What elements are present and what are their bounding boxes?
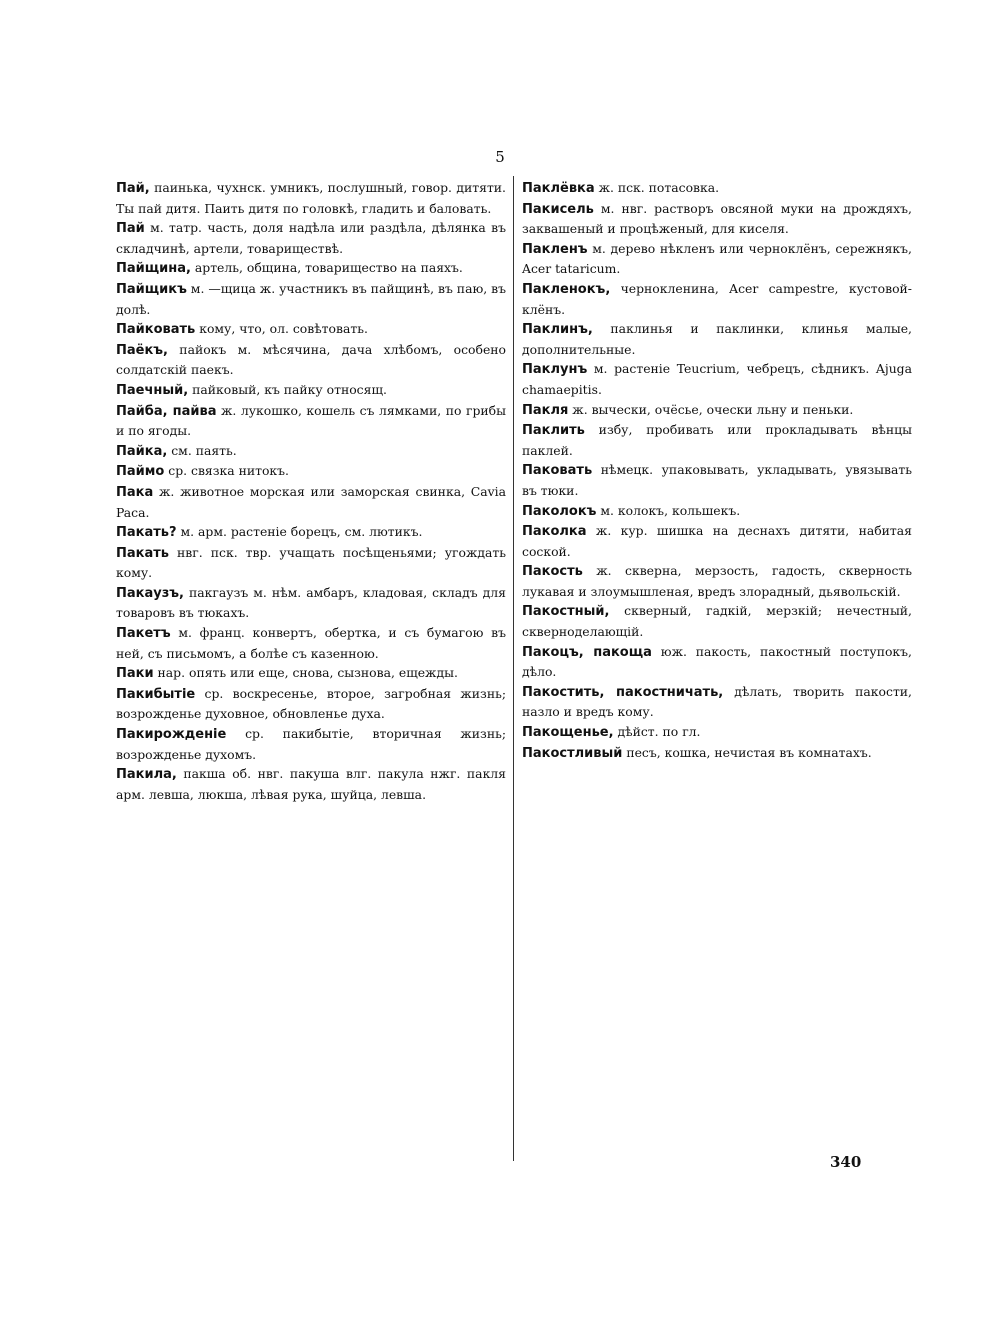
dictionary-entry [116, 583, 506, 623]
entry-headword: Паймо [116, 464, 165, 480]
dictionary-entry [522, 743, 912, 764]
entry-text: ср. воскресенье, второе, загробная жизнь; возрожденье духовное, обновленье духа. [116, 685, 506, 722]
dictionary-entry [522, 682, 912, 722]
entry-text: юж. пакость, пакостный поступокъ, дѣло. [522, 643, 912, 680]
dictionary-entry [522, 359, 912, 399]
dictionary-entry [116, 684, 506, 724]
dictionary-entry [116, 319, 506, 340]
entry-headword: Паёкъ, [116, 342, 168, 358]
entry-headword: Пака [116, 484, 154, 500]
dictionary-entry [116, 764, 506, 804]
entry-headword: Паклёвка [522, 181, 595, 196]
dictionary-entry [116, 279, 506, 319]
entry-headword: Паклить [522, 423, 585, 439]
entry-headword: Пакать [116, 545, 170, 561]
entry-text: дѣйст. по гл. [613, 724, 701, 740]
dictionary-entry [522, 178, 912, 199]
dictionary-entry [522, 460, 912, 500]
dictionary-entry [522, 601, 912, 641]
dictionary-entry [522, 722, 912, 743]
entry-headword: Пайка, [116, 443, 168, 459]
entry-text: ж. лукошко, кошель съ лямками, по грибы и по ягоды. [116, 402, 506, 439]
entry-headword: Пайковать [116, 322, 196, 338]
entry-headword: Пакоцъ, пакоща [522, 644, 652, 660]
entry-headword: Пакостливый [522, 745, 623, 761]
entry-headword: Пакленокъ, [522, 281, 611, 297]
entry-text: нѣмецк. упаковывать, укладывать, увязывать въ тюки. [522, 462, 912, 498]
entry-text: паинька, чухнск. умникъ, послушный, говор. дитяти. Ты пай дитя. Паить дитя по головкѣ, гладить и баловать. [116, 180, 506, 216]
dictionary-entry [116, 724, 506, 764]
entry-headword: Пайщина, [116, 261, 191, 277]
dictionary-entry [522, 642, 912, 682]
entry-headword: Пай, [116, 181, 150, 196]
entry-text: дѣлать, творить пакости, назло и вредъ кому. [522, 683, 912, 720]
entry-text: м. дерево нѣкленъ или черноклёнъ, сережнякъ, Acer tataricum. [522, 240, 912, 277]
entry-text: см. паять. [167, 442, 237, 458]
entry-headword: Паколокъ [522, 503, 597, 519]
dictionary-entry [116, 380, 506, 401]
left-column [116, 178, 506, 804]
entry-headword: Пакетъ [116, 626, 171, 642]
entry-headword: Паковать [522, 463, 593, 479]
entry-text: нар. опять или еще, снова, сызнова, ещежды. [153, 665, 458, 681]
entry-headword: Пакля [522, 402, 569, 418]
entry-headword: Пакостный, [522, 604, 610, 620]
column-divider [513, 176, 514, 1161]
entry-headword: Паклинъ, [522, 322, 593, 338]
entry-headword: Пакость [522, 564, 583, 580]
entry-text: м. франц. конвертъ, обертка, и съ бумагою въ ней, съ письмомъ, а болѣе съ казенною. [116, 625, 506, 661]
dictionary-entry [522, 400, 912, 421]
dictionary-entry [116, 663, 506, 684]
dictionary-entry [116, 258, 506, 279]
dictionary-entry [522, 420, 912, 460]
entry-headword: Пакирожденіе [116, 727, 227, 743]
entry-headword: Пакила, [116, 767, 177, 783]
entry-text: кому, что, ол. совѣтовать. [195, 321, 368, 337]
dictionary-entry [522, 319, 912, 359]
entry-text: артель, община, товарищество на паяхъ. [190, 260, 463, 276]
entry-text: пакша об. нвг. пакуша влг. пакула нжг. пакля арм. левша, люкша, лѣвая рука, шуйца, левша. [116, 766, 506, 802]
dictionary-entry [116, 522, 506, 543]
entry-text: скверный, гадкій, мерзкій; нечестный, скверноделающій. [522, 603, 912, 640]
dictionary-entry [522, 561, 912, 601]
entry-text: м. —щица ж. участникъ въ пайщинѣ, въ паю, въ долѣ. [116, 280, 506, 317]
dictionary-entry [522, 501, 912, 522]
entry-text: ср. связка нитокъ. [164, 463, 289, 479]
entry-text: нвг. пск. твр. учащать посѣщеньями; угождать кому. [116, 544, 506, 581]
entry-headword: Пакибытіе [116, 686, 196, 702]
entry-text: м. нвг. растворъ овсяной муки на дрождяхъ, заквашеный и процѣженый, для киселя. [522, 200, 912, 237]
dictionary-entry [116, 623, 506, 663]
entry-text: м. растеніе Teucrium, чебрецъ, сѣдникъ. Ajuga chamaepitis. [522, 361, 912, 397]
entry-headword: Пакисель [522, 201, 594, 217]
entry-text: паклинья и паклинки, клинья малые, дополнительные. [522, 321, 912, 357]
dictionary-entry [116, 178, 506, 218]
dictionary-entry [522, 521, 912, 561]
dictionary-entry [116, 482, 506, 522]
page-number: 5 [495, 148, 505, 166]
dictionary-entry [116, 401, 506, 441]
entry-headword: Паклунъ [522, 362, 588, 378]
entry-headword: Пакостить, пакостничать, [522, 684, 724, 700]
entry-headword: Пакощенье, [522, 725, 614, 741]
dictionary-entry [116, 340, 506, 380]
dictionary-entry [522, 199, 912, 239]
entry-text: песъ, кошка, нечистая въ комнатахъ. [622, 744, 872, 760]
entry-headword: Пакать? [116, 525, 177, 541]
entry-headword: Пакленъ [522, 241, 588, 257]
entry-text: ж. кур. шишка на деснахъ дитяти, набитая соской. [522, 523, 912, 559]
right-column [522, 178, 912, 763]
entry-text: ж. вычески, очёсье, очески льну и пеньки. [568, 401, 854, 417]
entry-text: ср. пакибытіе, вторичная жизнь; возрожденье духомъ. [116, 726, 506, 762]
dictionary-entry [116, 543, 506, 583]
entry-headword: Пакаузъ, [116, 585, 184, 601]
entry-text: чернокленина, Acer campestre, кустовой-клёнъ. [522, 280, 912, 317]
entry-text: м. колокъ, кольшекъ. [596, 502, 741, 518]
dictionary-entry [116, 218, 506, 258]
dictionary-entry [522, 239, 912, 279]
entry-headword: Паечный, [116, 382, 189, 398]
entry-headword: Пайба, пайва [116, 403, 217, 419]
dictionary-entry [116, 461, 506, 482]
entry-headword: Пайщикъ [116, 281, 187, 297]
entry-text: пайковый, къ пайку относящ. [188, 381, 387, 397]
entry-text: м. татр. часть, доля надѣла или раздѣла, дѣлянка въ складчинѣ, артели, товариществѣ. [116, 220, 506, 256]
entry-headword: Паколка [522, 524, 587, 540]
folio-number: 340 [830, 1153, 862, 1171]
entry-text: избу, пробивать или прокладывать вѣнцы паклей. [522, 422, 912, 458]
dictionary-entry [116, 441, 506, 462]
entry-text: ж. животное морская или заморская свинка, Cavia Paca. [116, 483, 506, 520]
dictionary-entry [522, 279, 912, 319]
entry-text: ж. скверна, мерзость, гадость, скверность лукавая и злоумышленая, вредъ злорадный, дьявольскій. [522, 563, 912, 599]
entry-text: пакгаузъ м. нѣм. амбаръ, кладовая, складъ для товаровъ въ тюкахъ. [116, 584, 506, 621]
entry-headword: Пай [116, 221, 145, 237]
entry-text: ж. пск. потасовка. [594, 180, 720, 195]
entry-text: м. арм. растеніе борецъ, см. лютикъ. [176, 524, 423, 540]
entry-headword: Паки [116, 666, 154, 682]
entry-text: пайокъ м. мѣсячина, дача хлѣбомъ, особено солдатскій паекъ. [116, 341, 506, 378]
